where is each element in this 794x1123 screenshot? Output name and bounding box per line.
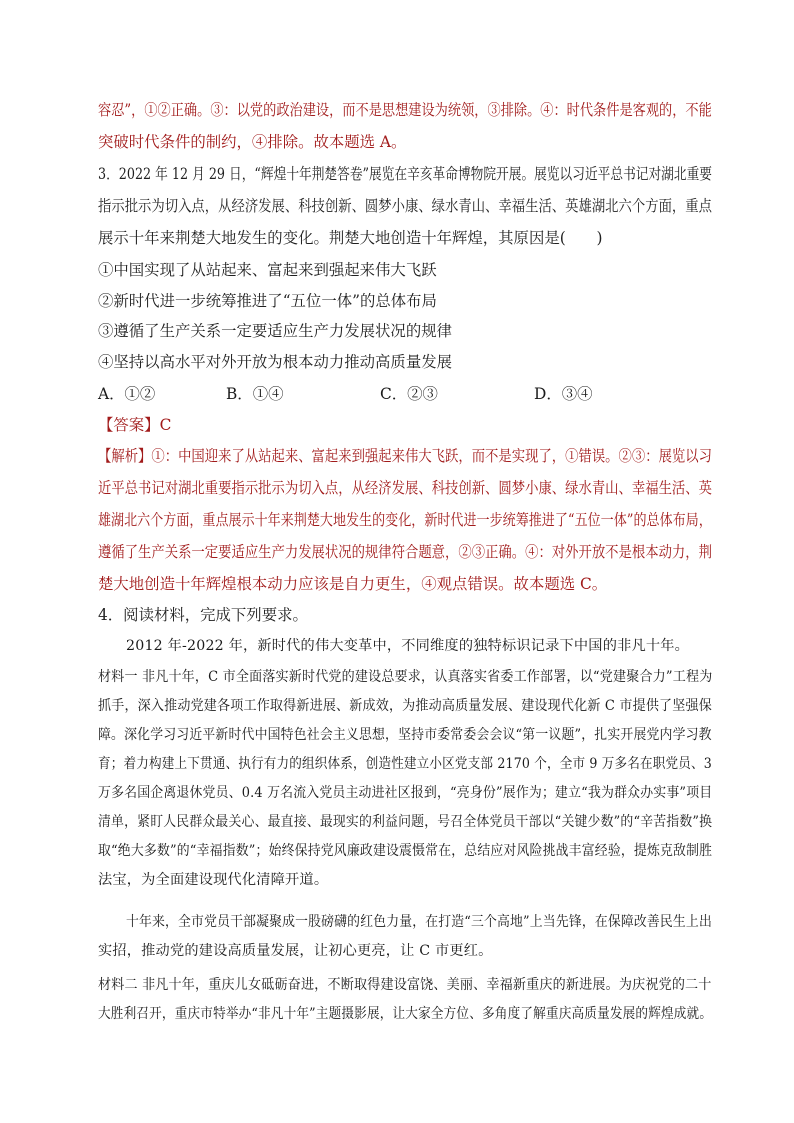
q3-statement-2: ②新时代进一步统筹推进了“五位一体”的总体布局 bbox=[98, 292, 437, 310]
q3-analysis-line-2: 近平总书记对湖北重要指示批示为切入点，从经济发展、科技创新、圆梦小康、绿水青山、幸福生活、英 bbox=[98, 479, 712, 497]
q3-analysis-line-3: 雄湖北六个方面，重点展示十年来荆楚大地发生的变化，新时代进一步统筹推进了“五位一体”的总体布局， bbox=[98, 511, 712, 529]
material1-line-1: 材料一 非凡十年，C 市全面落实新时代党的建设总要求，认真落实省委工作部署，以“党建聚合力”工程为 bbox=[98, 669, 713, 685]
material2-line-2: 大胜利召开，重庆市特举办“非凡十年”主题摄影展，让大家全方位、多角度了解重庆高质量发展的辉煌成就。 bbox=[98, 1006, 713, 1022]
para2-line-1: 十年来，全市党员干部凝聚成一股磅礴的红色力量，在打造“三个高地”上当先锋，在保障改善民生上出 bbox=[126, 914, 712, 930]
q3-statement-1: ①中国实现了从站起来、富起来到强起来伟大飞跃 bbox=[98, 261, 437, 279]
material1-line-7: 取“绝大多数”的“幸福指数”；始终保持党风廉政建设震慑常在，总结应对风险挑战丰富经验，提炼克敌制胜 bbox=[98, 843, 713, 859]
q3-options bbox=[98, 384, 698, 404]
q3-stem-line-3: 展示十年来荆楚大地发生的变化。荆楚大地创造十年辉煌，其原因是( ) bbox=[98, 229, 603, 247]
q3-option-a: A．①② bbox=[98, 385, 156, 403]
material1-line-8: 法宝，为全面建设现代化清障开道。 bbox=[98, 872, 329, 888]
q3-statement-3: ③遵循了生产关系一定要适应生产力发展状况的规律 bbox=[98, 322, 452, 340]
q3-analysis-line-5: 楚大地创造十年辉煌根本动力应该是自力更生，④观点错误。故本题选 C。 bbox=[98, 575, 608, 593]
q3-stem-line-1: 3．2022 年 12 月 29 日，“辉煌十年荆楚答卷”展览在辛亥革命博物院开展。展览以习近平总书记对湖北重要 bbox=[98, 165, 712, 183]
q4-stem: 4．阅读材料，完成下列要求。 bbox=[98, 606, 308, 624]
material1-line-4: 育；着力构建上下贯通、执行有力的组织体系，创造性建立小区党支部 2170 个，全市 9 万多名在职党员、3 bbox=[98, 756, 712, 772]
q2-analysis-line-2: 突破时代条件的制约，④排除。故本题选 A。 bbox=[98, 133, 407, 151]
material1-line-3: 障。深化学习习近平新时代中国特色社会主义思想，坚持市委常委会会议“第一议题”，扎实开展党内学习教 bbox=[98, 727, 712, 743]
material1-line-2: 抓手，深入推动党建各项工作取得新进展、新成效，为推动高质量发展、建设现代化新 C 市提供了坚强保 bbox=[98, 698, 712, 714]
q3-analysis-line-4: 遵循了生产关系一定要适应生产力发展状况的规律符合题意，②③正确。④：对外开放不是根本动力，荆 bbox=[98, 543, 712, 561]
material2-line-1: 材料二 非凡十年，重庆儿女砥砺奋进，不断取得建设富饶、美丽、幸福新重庆的新进展。为庆祝党的二十 bbox=[98, 977, 712, 993]
material1-line-5: 万多名国企离退休党员、0.4 万名流入党员主动进社区报到，“亮身份”展作为；建立“我为群众办实事”项目 bbox=[98, 785, 713, 801]
q2-analysis-line-1: 容忍”，①②正确。③：以党的政治建设，而不是思想建设为统领，③排除。④：时代条件是客观的，不能 bbox=[98, 101, 712, 119]
q3-option-b: B．①④ bbox=[226, 385, 284, 403]
q3-stem-line-2: 指示批示为切入点，从经济发展、科技创新、圆梦小康、绿水青山、幸福生活、英雄湖北六个方面，重点 bbox=[98, 197, 712, 215]
material1-line-6: 清单，紧盯人民群众最关心、最直接、最现实的利益问题，号召全体党员干部以“关键少数”的“辛苦指数”换 bbox=[98, 814, 713, 830]
q3-option-d: D．③④ bbox=[534, 385, 593, 403]
q3-answer: 【答案】C bbox=[98, 416, 172, 434]
para2-line-2: 实招，推动党的建设高质量发展，让初心更亮，让 C 市更红。 bbox=[98, 943, 493, 959]
q3-analysis-line-1: 【解析】①：中国迎来了从站起来、富起来到强起来伟大飞跃，而不是实现了，①错误。②③：展览以习 bbox=[98, 447, 712, 465]
q3-option-c: C．②③ bbox=[380, 385, 438, 403]
q3-statement-4: ④坚持以高水平对外开放为根本动力推动高质量发展 bbox=[98, 353, 452, 371]
q4-intro: 2012 年-2022 年，新时代的伟大变革中，不同维度的独特标识记录下中国的非凡十年。 bbox=[126, 638, 690, 654]
